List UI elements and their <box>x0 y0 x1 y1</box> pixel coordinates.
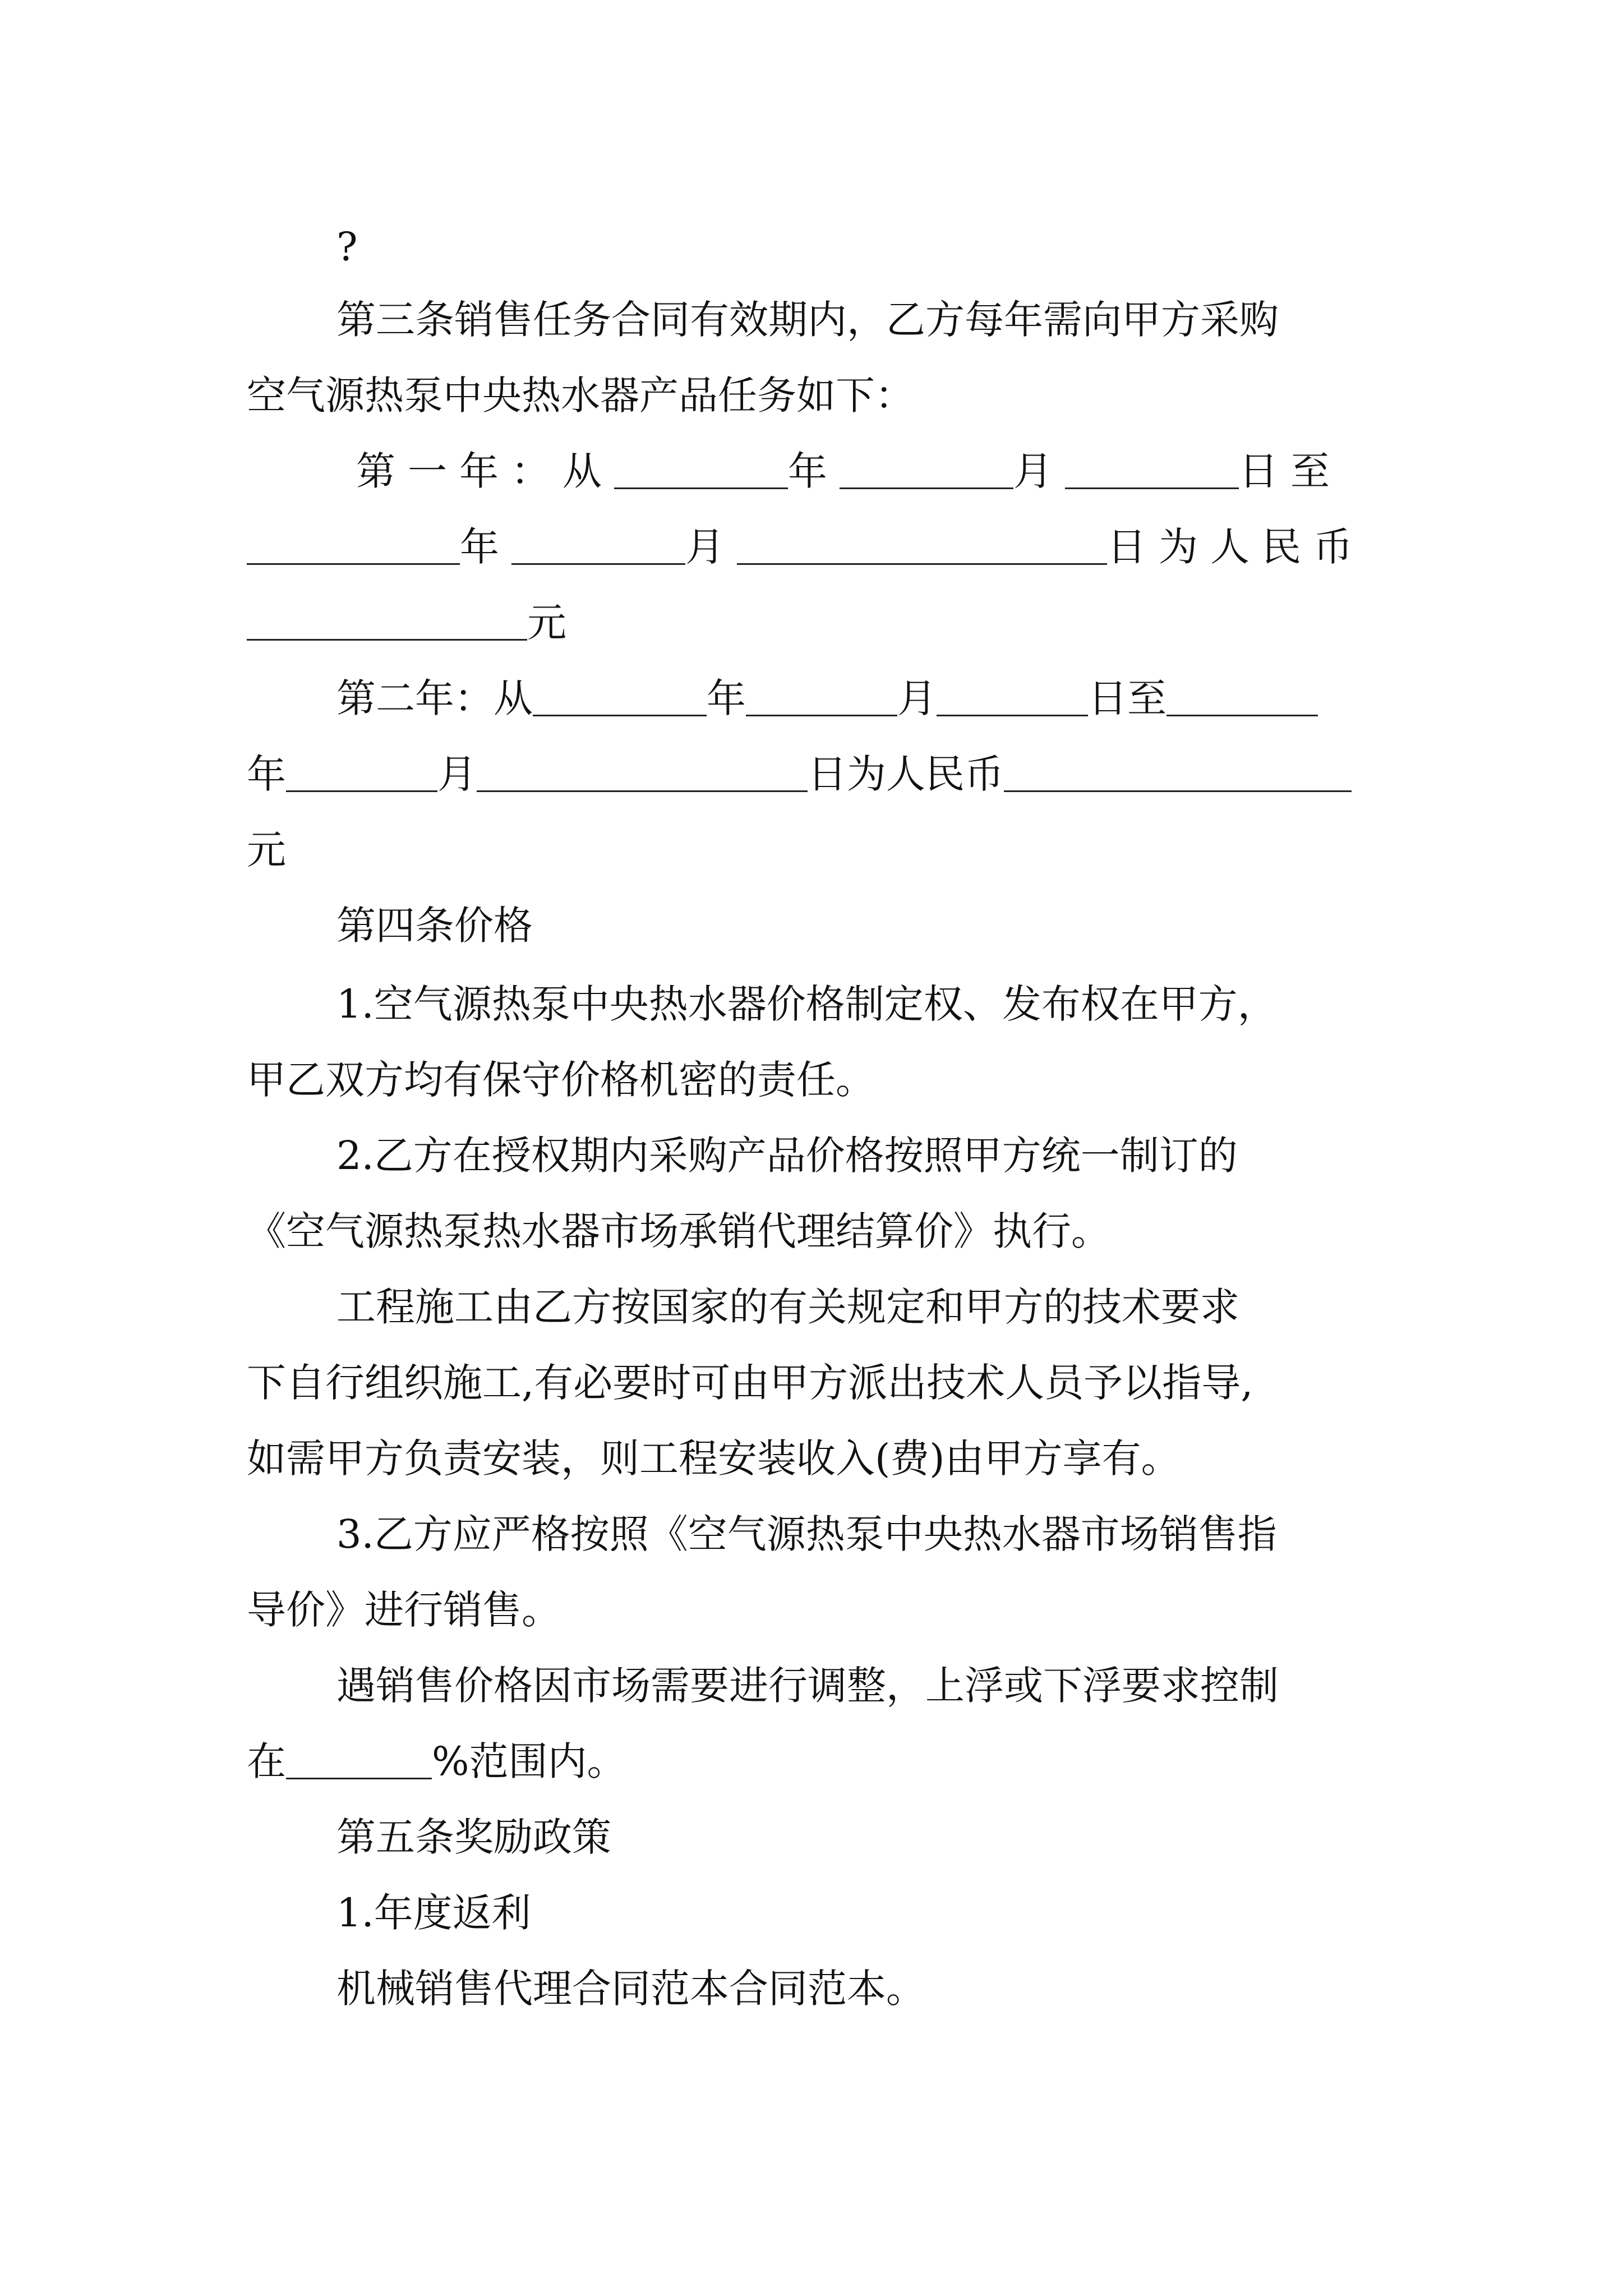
year-1-prefix: 第一年：从 <box>356 448 614 494</box>
year-2-line-3: 元 <box>247 827 286 873</box>
article-4-p3-line-2: 下自行组织施工,有必要时可由甲方派出技术人员予以指导, <box>247 1360 1253 1406</box>
year-1-unit-day-rmb: 日为人民币 <box>1107 524 1365 570</box>
year-2-start-day-blank[interactable] <box>937 675 1088 716</box>
year-2-unit-month: 月 <box>897 675 937 721</box>
article-4-p4-line-2: 导价》进行销售。 <box>247 1587 561 1633</box>
question-mark: ? <box>336 224 358 270</box>
year-1-start-day-blank[interactable] <box>1065 448 1239 489</box>
article-4-p5-prefix: 在 <box>247 1738 286 1784</box>
year-1-unit-day-to: 日至 <box>1239 448 1342 494</box>
article-4-p1-line-2: 甲乙双方均有保守价格机密的责任。 <box>247 1057 875 1103</box>
year-1-unit-year: 年 <box>788 448 840 494</box>
article-4-p2-line-2: 《空气源热泵热水器市场承销代理结算价》执行。 <box>247 1208 1110 1254</box>
article-4-p2-line-1: 2.乙方在授权期内采购产品价格按照甲方统一制订的 <box>336 1133 1238 1179</box>
year-1-end-day-blank[interactable] <box>737 524 1107 565</box>
article-5-title: 第五条奖励政策 <box>336 1814 611 1860</box>
article-3-line-1: 第三条销售任务合同有效期内，乙方每年需向甲方采购 <box>336 297 1279 343</box>
year-1-amount-blank[interactable] <box>247 600 527 641</box>
article-4-p4-line-1: 3.乙方应严格按照《空气源热泵中央热水器市场销售指 <box>336 1511 1277 1557</box>
percentage-blank[interactable] <box>286 1738 432 1779</box>
year-2-unit-year-2: 年 <box>247 751 286 797</box>
year-1-unit-yuan: 元 <box>527 600 566 646</box>
article-5-item-1: 1.年度返利 <box>336 1890 531 1936</box>
year-2-line-2 <box>247 746 1380 802</box>
article-4-p5-line-2 <box>247 1733 1380 1789</box>
year-1-end-year-blank[interactable] <box>247 524 460 565</box>
year-1-unit-month-2: 月 <box>685 524 737 570</box>
year-2-unit-year: 年 <box>707 675 746 721</box>
year-2-end-day-blank[interactable] <box>477 751 808 792</box>
year-2-amount-blank[interactable] <box>1004 751 1352 792</box>
article-4-p3-line-1: 工程施工由乙方按国家的有关规定和甲方的技术要求 <box>336 1284 1239 1330</box>
year-2-end-year-blank[interactable] <box>1166 675 1318 716</box>
article-4-p5-line-1: 遇销售价格因市场需要进行调整，上浮或下浮要求控制 <box>336 1663 1279 1709</box>
year-2-line-1 <box>336 670 1380 726</box>
year-1-unit-year-2: 年 <box>460 524 511 570</box>
year-2-end-month-blank[interactable] <box>286 751 437 792</box>
year-2-unit-day-to: 日至 <box>1088 675 1166 721</box>
year-1-unit-month: 月 <box>1013 448 1065 494</box>
year-1-line-1 <box>356 443 1489 499</box>
year-1-start-month-blank[interactable] <box>840 448 1013 489</box>
article-4-p3-line-3: 如需甲方负责安装，则工程安装收入(费)由甲方享有。 <box>247 1435 1181 1481</box>
year-2-prefix: 第二年：从 <box>336 675 533 721</box>
year-2-unit-day-rmb: 日为人民币 <box>808 751 1004 797</box>
year-2-start-month-blank[interactable] <box>746 675 897 716</box>
year-1-line-2 <box>247 519 1380 575</box>
article-4-p1-line-1: 1.空气源热泵中央热水器价格制定权、发布权在甲方， <box>336 981 1277 1027</box>
article-4-title: 第四条价格 <box>336 903 533 949</box>
article-3-line-2: 空气源热泵中央热水器产品任务如下： <box>247 372 914 418</box>
year-1-start-year-blank[interactable] <box>614 448 788 489</box>
year-2-unit-month-2: 月 <box>437 751 477 797</box>
year-1-end-month-blank[interactable] <box>511 524 685 565</box>
article-4-p5-suffix: %范围内。 <box>432 1738 626 1784</box>
year-1-line-3 <box>247 595 1380 651</box>
year-2-start-year-blank[interactable] <box>533 675 707 716</box>
closing-line: 机械销售代理合同范本合同范本。 <box>336 1966 925 2012</box>
